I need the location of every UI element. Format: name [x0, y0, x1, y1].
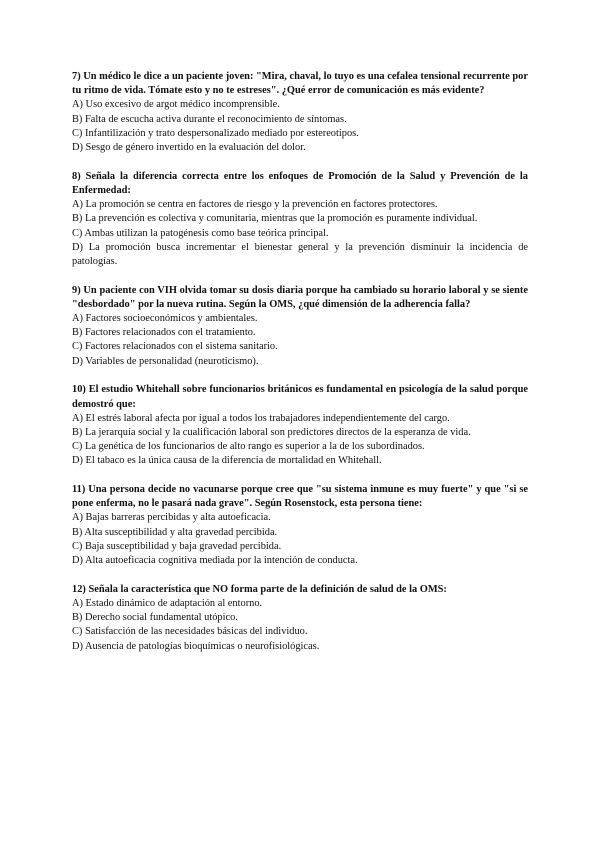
question-11	[72, 483, 528, 568]
question-title: 8) Señala la diferencia correcta entre los enfoques de Promoción de la Salud y Prevención de la Enfermedad:	[72, 170, 528, 196]
question-title: 7) Un médico le dice a un paciente joven: "Mira, chaval, lo tuyo es una cefalea tensional recurrente por tu ritmo de vida. Tómate esto y no te estreses". ¿Qué error de comunicación es más evidente?	[72, 71, 528, 97]
option-a: A) Factores socioeconómicos y ambientales.	[72, 313, 258, 325]
question-title: 10) El estudio Whitehall sobre funcionarios británicos es fundamental en psicología de la salud porque demostró que:	[72, 384, 528, 410]
option-d: D) Sesgo de género invertido en la evaluación del dolor.	[72, 142, 306, 154]
option-a: A) El estrés laboral afecta por igual a todos los trabajadores independientemente del cargo.	[72, 412, 450, 424]
option-a: A) Uso excesivo de argot médico incomprensible.	[72, 99, 280, 111]
option-a: A) Bajas barreras percibidas y alta autoeficacia.	[72, 512, 271, 524]
question-7	[72, 70, 528, 155]
option-b: B) Derecho social fundamental utópico.	[72, 612, 238, 624]
option-b: B) Alta susceptibilidad y alta gravedad percibida.	[72, 526, 278, 538]
option-b: B) Factores relacionados con el tratamiento.	[72, 327, 256, 339]
exam-page	[72, 70, 528, 668]
option-d: D) El tabaco es la única causa de la diferencia de mortalidad en Whitehall.	[72, 455, 382, 467]
question-title: 12) Señala la característica que NO forma parte de la definición de salud de la OMS:	[72, 583, 447, 595]
option-list	[72, 312, 528, 369]
option-c: C) Satisfacción de las necesidades básicas del individuo.	[72, 626, 308, 638]
option-d: D) Variables de personalidad (neuroticismo).	[72, 355, 259, 367]
question-10	[72, 383, 528, 468]
option-b: B) La prevención es colectiva y comunitaria, mientras que la promoción es puramente individual.	[72, 213, 478, 225]
question-12	[72, 583, 528, 654]
option-c: C) Baja susceptibilidad y baja gravedad percibida.	[72, 540, 282, 552]
option-list	[72, 511, 528, 568]
option-b: B) La jerarquía social y la cualificación laboral son predictores directos de la esperanza de vida.	[72, 426, 471, 438]
option-list	[72, 198, 528, 269]
option-d: D) Ausencia de patologías bioquímicas o neurofisiológicas.	[72, 640, 320, 652]
question-9	[72, 284, 528, 369]
option-d: D) Alta autoeficacia cognitiva mediada por la intención de conducta.	[72, 555, 358, 567]
question-title: 9) Un paciente con VIH olvida tomar su dosis diaria porque ha cambiado su horario laboral y se siente "desbordado" por la nueva rutina. Según la OMS, ¿qué dimensión de la adherencia falla?	[72, 284, 528, 310]
option-c: C) Factores relacionados con el sistema sanitario.	[72, 341, 278, 353]
option-list	[72, 597, 528, 654]
option-a: A) La promoción se centra en factores de riesgo y la prevención en factores protectores.	[72, 199, 438, 211]
question-title: 11) Una persona decide no vacunarse porque cree que "su sistema inmune es muy fuerte" y que "si se pone enferma, no le pasará nada grave". Según Rosenstock, esta persona tiene:	[72, 484, 528, 510]
option-c: C) Ambas utilizan la patogénesis como base teórica principal.	[72, 227, 329, 239]
option-d: D) La promoción busca incrementar el bienestar general y la prevención disminuir la incidencia de patologías.	[72, 241, 528, 267]
option-c: C) Infantilización y trato despersonalizado mediado por estereotipos.	[72, 127, 359, 139]
option-c: C) La genética de los funcionarios de alto rango es superior a la de los subordinados.	[72, 441, 425, 453]
option-list	[72, 98, 528, 155]
option-b: B) Falta de escucha activa durante el reconocimiento de síntomas.	[72, 113, 347, 125]
question-8	[72, 170, 528, 269]
option-a: A) Estado dinámico de adaptación al entorno.	[72, 598, 263, 609]
option-list	[72, 412, 528, 469]
